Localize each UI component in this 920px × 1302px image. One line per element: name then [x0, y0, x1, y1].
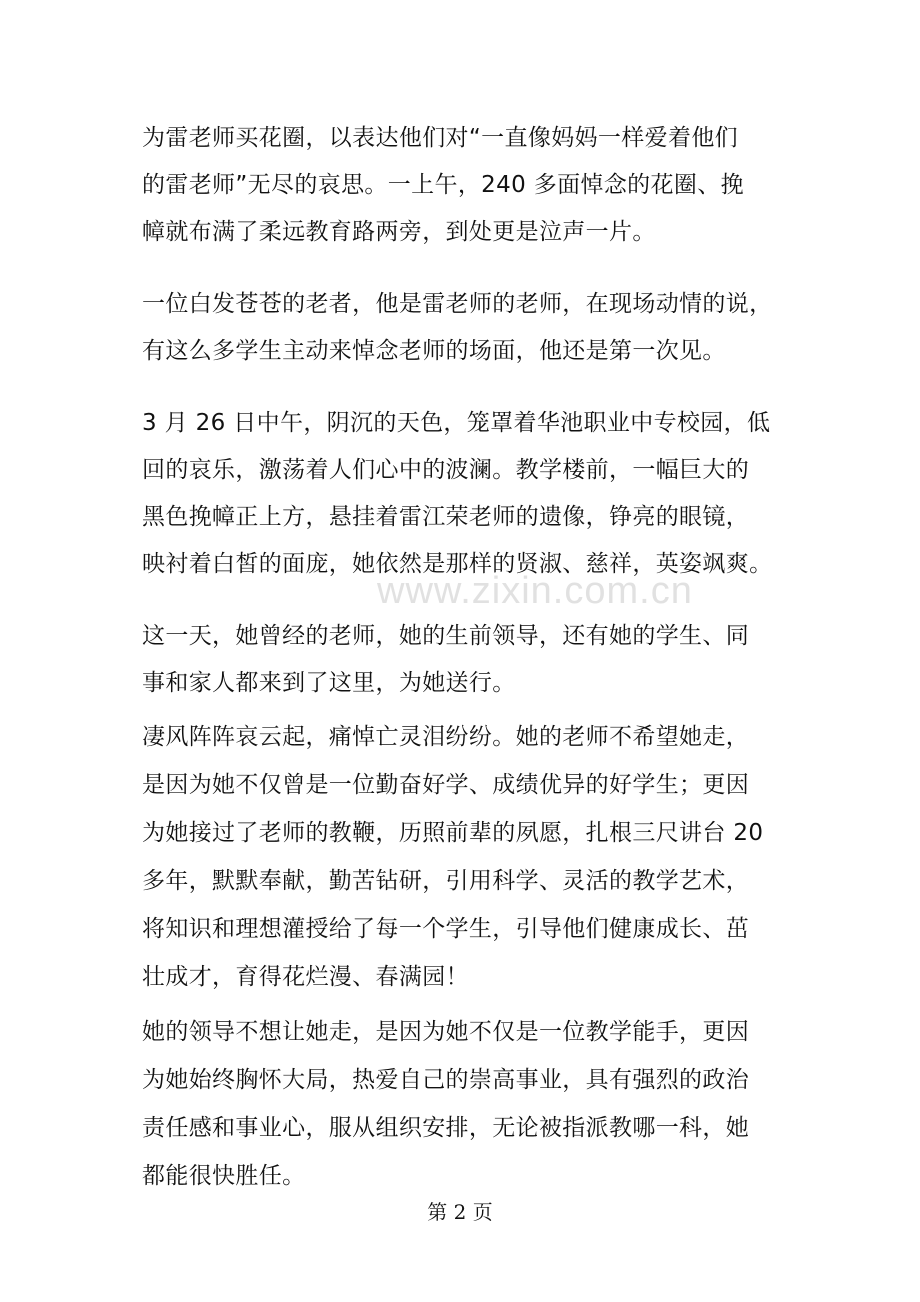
text-line: 责任感和事业心，服从组织安排，无论被指派教哪一科，她 — [142, 1115, 750, 1141]
text-line: 为雷老师买花圈，以表达他们对“一直像妈妈一样爱着他们 — [142, 125, 739, 151]
page-number: 第 2 页 — [427, 1200, 493, 1224]
text-line: 的雷老师”无尽的哀思。一上午，240 多面悼念的花圈、挽 — [142, 172, 744, 198]
text-line: 都能很快胜任。 — [142, 1163, 306, 1189]
text-line: 一位白发苍苍的老者，他是雷老师的老师，在现场动情的说， — [142, 291, 773, 317]
text-line: 回的哀乐，激荡着人们心中的波澜。教学楼前，一幅巨大的 — [142, 457, 750, 483]
text-line: 为她始终胸怀大局，热爱自己的崇高事业，具有强烈的政治 — [142, 1067, 750, 1093]
text-line: 多年，默默奉献，勤苦钻研，引用科学、灵活的教学艺术， — [142, 868, 750, 894]
text-line: 幛就布满了柔远教育路两旁，到处更是泣声一片。 — [142, 219, 656, 245]
text-line: 凄风阵阵哀云起，痛悼亡灵泪纷纷。她的老师不希望她走， — [142, 724, 750, 750]
text-line: 壮成才，育得花烂漫、春满园！ — [142, 964, 469, 990]
text-line: 3 月 26 日中午，阴沉的天色，笼罩着华池职业中专校园，低 — [142, 410, 771, 436]
text-line: 她的领导不想让她走，是因为她不仅是一位教学能手，更因 — [142, 1019, 750, 1045]
text-line: 映衬着白皙的面庞，她依然是那样的贤淑、慈祥，英姿飒爽。 — [142, 551, 773, 577]
text-line: 事和家人都来到了这里，为她送行。 — [142, 670, 516, 696]
text-line: 将知识和理想灌授给了每一个学生，引导他们健康成长、茁 — [142, 916, 750, 942]
text-line: 为她接过了老师的教鞭，历照前辈的夙愿，扎根三尺讲台 20 — [142, 820, 764, 846]
text-line: 黑色挽幛正上方，悬挂着雷江荣老师的遗像，铮亮的眼镜， — [142, 504, 750, 530]
text-line: 是因为她不仅曾是一位勤奋好学、成绩优异的好学生；更因 — [142, 772, 750, 798]
text-line: 这一天，她曾经的老师，她的生前领导，还有她的学生、同 — [142, 623, 750, 649]
text-line: 有这么多学生主动来悼念老师的场面，他还是第一次见。 — [142, 338, 726, 364]
watermark: www.zixin.com.cn — [377, 570, 693, 612]
